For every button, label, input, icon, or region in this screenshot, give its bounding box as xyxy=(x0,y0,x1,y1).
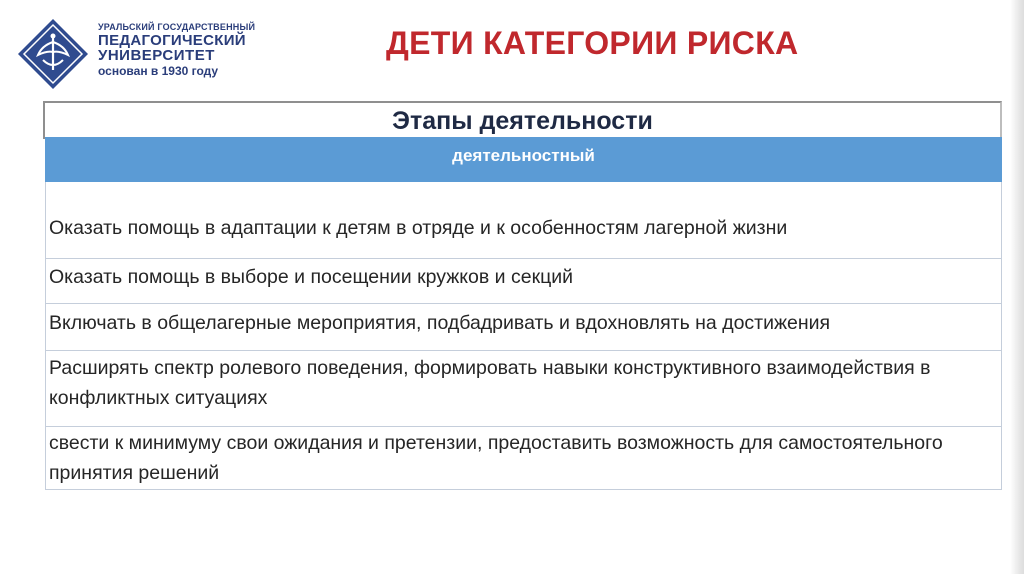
logo-line-4: основан в 1930 году xyxy=(98,64,219,78)
table-row: Расширять спектр ролевого поведения, формировать навыки конструктивного взаимодействия в конфликтных ситуациях xyxy=(46,351,1001,427)
university-logo xyxy=(17,18,256,88)
table-row: свести к минимуму свои ожидания и претензии, предоставить возможность для самостоятельного принятия решений xyxy=(49,432,943,484)
page-title: ДЕТИ КАТЕГОРИИ РИСКА xyxy=(386,25,799,61)
logo-line-3: УНИВЕРСИТЕТ xyxy=(98,47,215,64)
table-body xyxy=(45,182,1002,490)
university-emblem-icon xyxy=(17,18,89,90)
table-subheader-label: деятельностный xyxy=(452,146,595,165)
table-row: Оказать помощь в выборе и посещении кружков и секций xyxy=(46,259,1001,304)
slide-edge-shadow xyxy=(1010,0,1024,574)
table-header xyxy=(43,101,1002,139)
table-subheader xyxy=(45,137,1002,182)
table-row: Оказать помощь в адаптации к детям в отряде и к особенностям лагерной жизни xyxy=(46,182,1001,259)
logo-line-2: ПЕДАГОГИЧЕСКИЙ xyxy=(98,32,246,49)
university-name xyxy=(98,22,258,78)
table-header-title: Этапы деятельности xyxy=(392,107,653,135)
table-row: Включать в общелагерные мероприятия, подбадривать и вдохновлять на достижения xyxy=(46,304,1001,351)
logo-line-1: УРАЛЬСКИЙ ГОСУДАРСТВЕННЫЙ xyxy=(98,22,256,32)
